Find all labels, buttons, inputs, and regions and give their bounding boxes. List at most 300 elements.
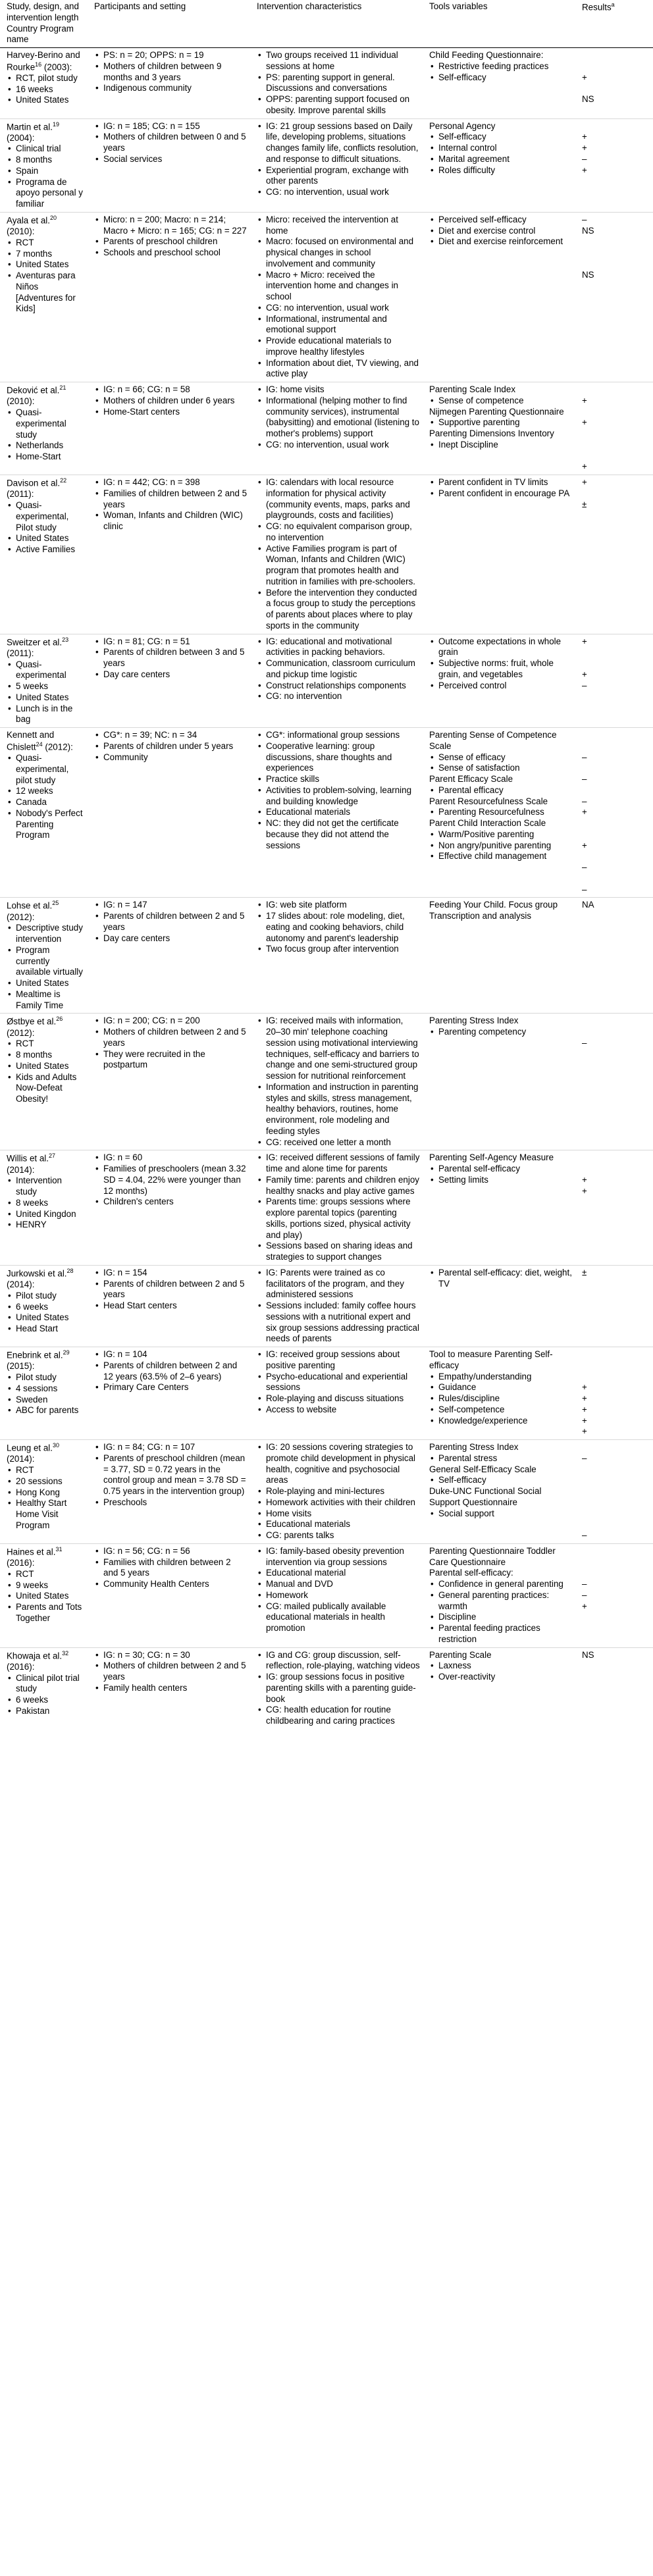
study-author: Leung et al. [7,1443,53,1453]
table-row [0,1150,653,1266]
study-cell [0,212,88,382]
result-mark: NS [582,94,594,104]
study-year: (2003): [41,62,72,72]
table-row [0,382,653,475]
intervention-item: • Home visits [257,1508,420,1520]
intervention-item: • Role-playing and discuss situations [257,1393,420,1404]
result-mark [582,851,650,862]
tool-name: Parent Child Interaction Scale [429,818,546,829]
design-item: • HENRY [7,1220,85,1231]
tool-name: Parenting Stress Index [429,1016,519,1026]
tool-variable: • Perceived self-efficacy [429,215,573,226]
study-reference-number: 20 [50,214,57,221]
design-item: • 8 months [7,1050,85,1061]
result-mark [582,785,650,796]
design-item: • United States [7,259,85,270]
result-mark [582,440,650,451]
tool-name: Parenting Stress Index [429,1442,519,1453]
design-item: • Mealtime is Family Time [7,989,85,1012]
participants-item: • Preschools [94,1497,248,1508]
design-item: • 12 weeks [7,786,85,797]
participants-item: • Parents of children under 5 years [94,741,248,752]
study-reference-number: 32 [62,1649,69,1657]
participants-cell [88,1347,250,1440]
result-mark [582,730,650,741]
study-year: (2011): [7,489,34,500]
design-item: • Programa de apoyo personal y familiar [7,177,85,210]
participants-item: • Mothers of children between 2 and 5 years [94,1027,248,1049]
result-mark: – [582,862,587,873]
study-reference-number: 29 [63,1349,70,1356]
result-mark: NS [582,1649,594,1660]
tool-variable: • Self-competence [429,1404,573,1416]
study-reference-number: 25 [52,900,59,907]
study-citation [7,1349,85,1372]
results-cell [575,118,653,212]
tool-name: Nijmegen Parenting Questionnaire [429,406,564,417]
tools-cell [423,898,575,1014]
intervention-item: • Communication, classroom curriculum and pickup time logistic [257,658,420,681]
tools-cell [423,1543,575,1647]
tool-name: Parenting Sense of Competence Scale [429,730,557,751]
result-mark [582,50,650,61]
tool-variable: • Perceived control [429,681,573,692]
table-row [0,475,653,634]
tool-variable: • Inept Discipline [429,440,573,451]
intervention-item: • Activities to problem-solving, learning and building knowledge [257,785,420,808]
intervention-item: • Homework activities with their children [257,1497,420,1508]
participants-item: • Mothers of children between 0 and 5 years [94,132,248,154]
intervention-cell [250,382,423,475]
participants-item: • Community Health Centers [94,1579,248,1590]
tool-variable: • Restrictive feeding practices [429,61,573,72]
tool-variable: • Warm/Positive parenting [429,829,573,840]
intervention-item: • Family time: parents and children enjoy healthy snacks and play active games [257,1175,420,1197]
result-mark [582,488,650,500]
participants-cell [88,48,250,119]
intervention-item: • IG: 20 sessions covering strategies to promote child development in physical health, cognitive and psychosocial areas [257,1442,420,1486]
intervention-item: • CG: received one letter a month [257,1137,420,1148]
result-mark: – [582,680,587,690]
study-cell [0,475,88,634]
study-citation [7,636,85,659]
result-mark [582,658,650,669]
result-mark: + [582,72,587,82]
study-reference-number: 16 [35,61,42,68]
intervention-item: • NC: they did not get the certificate because they did not attend the sessions [257,818,420,851]
tool-variable: • Self-efficacy [429,1475,573,1486]
study-citation [7,1016,85,1039]
tool-name: Parental self-efficacy: [429,1568,513,1578]
participants-cell [88,118,250,212]
participants-item: • Parents of children between 2 and 5 years [94,1279,248,1301]
tools-cell [423,1150,575,1266]
header-tools: Tools variables [423,0,575,48]
study-year: (2014): [7,1454,35,1464]
results-cell [575,1543,653,1647]
tool-variable: • Roles difficulty [429,165,573,176]
header-results-label: Results [582,2,612,13]
tool-name: Parenting Dimensions Inventory [429,428,554,439]
intervention-item: • IG: calendars with local resource information for physical activity (community events, maps, parks and playgrounds, costs and facilities) [257,477,420,521]
intervention-item: • Information about diet, TV viewing, and active play [257,358,420,380]
study-citation [7,50,85,73]
intervention-item: • CG: no intervention [257,691,420,702]
participants-item: • IG: n = 66; CG: n = 58 [94,384,248,396]
tool-variable: • Supportive parenting [429,417,573,428]
study-reference-number: 24 [36,740,43,748]
intervention-item: • Micro: received the intervention at home [257,215,420,237]
study-reference-number: 27 [49,1152,56,1160]
design-item: • Program currently available virtually [7,945,85,978]
study-citation [7,384,85,407]
study-cell [0,1440,88,1544]
result-mark [582,1152,650,1164]
result-mark: + [582,1393,587,1404]
tools-cell [423,634,575,727]
participants-item: • IG: n = 81; CG: n = 51 [94,636,248,648]
design-item: • RCT [7,1039,85,1050]
result-mark: – [582,214,587,224]
table-header-row [0,0,653,48]
tools-cell [423,1265,575,1347]
intervention-item: • Two groups received 11 individual sessions at home [257,50,420,72]
intervention-item: • Experiential program, exchange with other parents [257,165,420,188]
participants-cell [88,1543,250,1647]
design-item: • Head Start [7,1324,85,1335]
intervention-cell [250,118,423,212]
result-mark [582,1546,650,1557]
result-mark [582,1442,650,1453]
tool-variable: • Diet and exercise control [429,226,573,237]
intervention-item: • Manual and DVD [257,1579,420,1590]
study-author: Sweitzer et al. [7,637,63,648]
intervention-item: • Cooperative learning: group discussions, share thoughts and experiences [257,741,420,774]
study-author: Harvey-Berino and Rourke [7,50,80,72]
study-author: Haines et al. [7,1547,56,1557]
participants-item: • IG: n = 104 [94,1349,248,1360]
study-cell [0,728,88,898]
study-author: Willis et al. [7,1153,49,1164]
tool-variable: • Over-reactivity [429,1672,573,1683]
intervention-item: • Access to website [257,1404,420,1416]
tool-variable: • Diet and exercise reinforcement [429,236,573,247]
result-mark: + [582,477,587,488]
design-item: • United States [7,692,85,704]
study-year: (2016): [7,1661,35,1672]
participants-item: • IG: n = 185; CG: n = 155 [94,121,248,132]
results-cell [575,1647,653,1729]
header-results-footnote-mark: a [611,1,615,8]
tool-variable: • Outcome expectations in whole grain [429,636,573,659]
design-item: • United States [7,1312,85,1324]
result-mark: + [582,840,587,850]
intervention-item: • Sessions included: family coffee hours sessions with a nutritional expert and six group sessions addressing practical needs of parents [257,1301,420,1345]
intervention-item: • IG: educational and motivational activities in packing behaviors. [257,636,420,659]
intervention-item: • IG: received different sessions of family time and alone time for parents [257,1152,420,1175]
design-item: • Quasi-experimental study [7,407,85,440]
design-item: • Active Families [7,544,85,555]
study-cell [0,1014,88,1150]
study-author: Khowaja et al. [7,1651,63,1661]
result-mark: + [582,669,587,679]
tool-variable: • Self-efficacy [429,72,573,84]
study-citation [7,1650,85,1673]
participants-item: • PS: n = 20; OPPS: n = 19 [94,50,248,61]
intervention-item: • Homework [257,1590,420,1601]
participants-item: • Families of preschoolers (mean 3.32 SD = 4.04, 22% were younger than 12 months) [94,1164,248,1197]
study-citation [7,900,85,923]
participants-item: • IG: n = 60 [94,1152,248,1164]
table-row [0,1543,653,1647]
design-item: • Hong Kong [7,1487,85,1499]
result-mark: – [582,1530,587,1541]
design-item: • 16 weeks [7,84,85,95]
result-mark: + [582,1382,587,1393]
intervention-item: • Two focus group after intervention [257,944,420,955]
intervention-item: • Construct relationships components [257,681,420,692]
result-mark: NS [582,269,594,280]
tool-name: General Self-Efficacy Scale [429,1464,536,1474]
results-cell [575,1440,653,1544]
result-mark [582,1519,650,1530]
study-cell [0,48,88,119]
study-year: (2016): [7,1558,35,1568]
table-row [0,1265,653,1347]
tool-variable: • Parenting competency [429,1027,573,1038]
participants-item: • Woman, Infants and Children (WIC) clinic [94,510,248,532]
study-cell [0,1347,88,1440]
result-mark: + [582,636,587,646]
tool-name: Personal Agency [429,120,496,131]
intervention-item: • Macro + Micro: received the intervention home and changes in school [257,270,420,303]
tool-name: Child Feeding Questionnaire: [429,50,544,60]
results-cell [575,898,653,1014]
participants-item: • Parents of preschool children (mean = 3.77, SD = 0.72 years in the control group and mean = 3.78 SD = 0.75 years in the intervention group) [94,1453,248,1497]
table-row [0,634,653,727]
intervention-item: • Informational, instrumental and emotional support [257,314,420,336]
result-mark: + [582,1415,587,1426]
design-item: • United States [7,1591,85,1602]
participants-cell [88,1014,250,1150]
tool-name: Parenting Self-Agency Measure [429,1152,554,1163]
result-mark [582,1360,650,1372]
result-mark: + [582,1404,587,1414]
result-mark: ± [582,499,587,509]
participants-item: • Schools and preschool school [94,247,248,259]
study-year: (2012): [7,1027,35,1038]
study-cell [0,1543,88,1647]
result-mark: – [582,1589,587,1600]
result-mark: + [582,807,587,817]
design-item: • Quasi-experimental [7,659,85,682]
study-year: (2015): [7,1361,35,1372]
tools-cell [423,475,575,634]
table-row [0,1440,653,1544]
tool-variable: • Parent confident in TV limits [429,477,573,488]
intervention-item: • Informational (helping mother to find community services), instrumental (babysitting) and emotional (listening to mother's problems) support [257,396,420,440]
intervention-cell [250,1543,423,1647]
participants-item: • IG: n = 147 [94,900,248,911]
tool-variable: • Empathy/understanding [429,1372,573,1383]
table-row [0,118,653,212]
participants-cell [88,1265,250,1347]
result-mark [582,1016,650,1027]
intervention-item: • PS: parenting support in general. Discussions and conversations [257,72,420,95]
table-row [0,728,653,898]
results-cell [575,1347,653,1440]
design-item: • RCT [7,238,85,249]
study-year: (2012): [42,742,73,752]
result-mark: – [582,796,587,806]
participants-item: • IG: n = 442; CG: n = 398 [94,477,248,488]
study-citation [7,477,85,500]
tool-variable: • Sense of efficacy [429,752,573,763]
result-mark [582,384,650,396]
participants-item: • Families of children between 2 and 5 years [94,488,248,511]
design-item: • RCT [7,1569,85,1580]
result-mark [582,247,650,259]
result-mark: – [582,884,587,894]
participants-item: • Parents of children between 2 and 5 years [94,911,248,933]
result-mark: – [582,1037,587,1048]
participants-cell [88,382,250,475]
tools-cell [423,1440,575,1544]
design-item: • Clinical trial [7,143,85,155]
tool-name: Duke-UNC Functional Social Support Questionnaire [429,1486,542,1507]
participants-item: • Parents of children between 3 and 5 years [94,647,248,669]
result-mark: + [582,1426,587,1437]
results-cell [575,1265,653,1347]
table-row [0,48,653,119]
participants-cell [88,1647,250,1729]
design-item: • Pilot study [7,1372,85,1383]
intervention-cell [250,1647,423,1729]
header-study: Study, design, and intervention length Country Program name [0,0,88,48]
result-mark [582,1027,650,1038]
intervention-item: • CG: no intervention, usual work [257,440,420,451]
tools-cell [423,382,575,475]
table-row [0,1647,653,1729]
study-citation [7,1546,85,1569]
result-mark: – [582,1453,587,1463]
intervention-cell [250,1150,423,1266]
tools-cell [423,1014,575,1150]
result-mark [582,1464,650,1476]
design-item: • Parents and Tots Together [7,1602,85,1624]
tool-name: Parenting Scale [429,1649,492,1660]
participants-cell [88,898,250,1014]
study-cell [0,898,88,1014]
study-citation [7,730,85,753]
study-reference-number: 31 [55,1545,63,1553]
tool-variable: • Guidance [429,1382,573,1393]
intervention-item: • 17 slides about: role modeling, diet, eating and cooking behaviors, child autonomy and parent's leadership [257,911,420,944]
result-mark [582,1497,650,1508]
design-item: • Spain [7,166,85,177]
study-cell [0,382,88,475]
result-mark: – [582,153,587,164]
participants-item: • Parents of children between 2 and 12 years (63.5% of 2–6 years) [94,1360,248,1383]
design-item: • Aventuras para Niños [Adventures for Kids] [7,270,85,315]
tool-variable: • Parental efficacy [429,785,573,796]
study-cell [0,118,88,212]
participants-cell [88,634,250,727]
result-mark [582,1486,650,1497]
result-mark: + [582,165,587,175]
intervention-cell [250,48,423,119]
intervention-item: • IG: family-based obesity prevention intervention via group sessions [257,1546,420,1568]
tool-name: Feeding Your Child. Focus group Transcription and analysis [429,900,558,921]
participants-item: • Mothers of children between 9 months and 3 years [94,61,248,84]
design-item: • Nobody's Perfect Parenting Program [7,808,85,841]
participants-item: • Indigenous community [94,83,248,94]
study-citation [7,215,85,238]
design-item: • Quasi-experimental, Pilot study [7,500,85,533]
study-citation [7,1152,85,1175]
table-row [0,1347,653,1440]
tool-variable: • Sense of satisfaction [429,763,573,774]
participants-item: • IG: n = 56; CG: n = 56 [94,1546,248,1557]
intervention-item: • Macro: focused on environmental and physical changes in school involvement and community [257,236,420,269]
study-reference-number: 19 [52,120,59,128]
study-author: Enebrink et al. [7,1350,63,1360]
result-mark: NA [582,900,594,910]
result-mark: + [582,1185,587,1196]
design-item: • 20 sessions [7,1476,85,1487]
tool-name: Parent Efficacy Scale [429,774,513,785]
intervention-cell [250,1014,423,1150]
participants-item: • IG: n = 30; CG: n = 30 [94,1650,248,1661]
participants-cell [88,475,250,634]
intervention-item: • IG and CG: group discussion, self-reflection, role-playing, watching videos [257,1650,420,1672]
table-row [0,898,653,1014]
intervention-item: • CG: no intervention, usual work [257,187,420,198]
study-year: (2012): [7,912,35,922]
results-cell [575,1150,653,1266]
design-item: • Healthy Start Home Visit Program [7,1498,85,1531]
design-item: • 8 weeks [7,1198,85,1209]
header-intervention: Intervention characteristics [250,0,423,48]
study-author: Ayala et al. [7,215,51,226]
result-mark [582,1508,650,1520]
tool-variable: • Effective child management [429,851,573,862]
tool-variable: • Self-efficacy [429,132,573,143]
tools-cell [423,1347,575,1440]
intervention-cell [250,898,423,1014]
participants-cell [88,212,250,382]
result-mark: + [582,143,587,153]
result-mark [582,236,650,247]
result-mark [582,1349,650,1360]
result-mark: ± [582,1267,587,1277]
design-item: • Kids and Adults Now-Defeat Obesity! [7,1072,85,1105]
intervention-item: • IG: 21 group sessions based on Daily life, developing problems, situations changes family life, conflicts resolution, and response to difficult situations. [257,121,420,165]
results-cell [575,212,653,382]
result-mark [582,83,650,94]
intervention-item: • IG: received mails with information, 20–30 min' telephone coaching session using motivational interviewing techniques, self-efficacy and barriers to change and one semi-structured group session for nutritional reinforcement [257,1016,420,1082]
intervention-cell [250,1440,423,1544]
participants-item: • IG: n = 154 [94,1268,248,1279]
participants-item: • IG: n = 200; CG: n = 200 [94,1016,248,1027]
tools-cell [423,48,575,119]
intervention-item: • Provide educational materials to improve healthy lifestyles [257,336,420,358]
study-reference-number: 22 [60,477,67,484]
results-cell [575,48,653,119]
tool-name: Parenting Scale Index [429,384,516,395]
table-body [0,48,653,1729]
tool-variable: • Confidence in general parenting [429,1579,573,1590]
